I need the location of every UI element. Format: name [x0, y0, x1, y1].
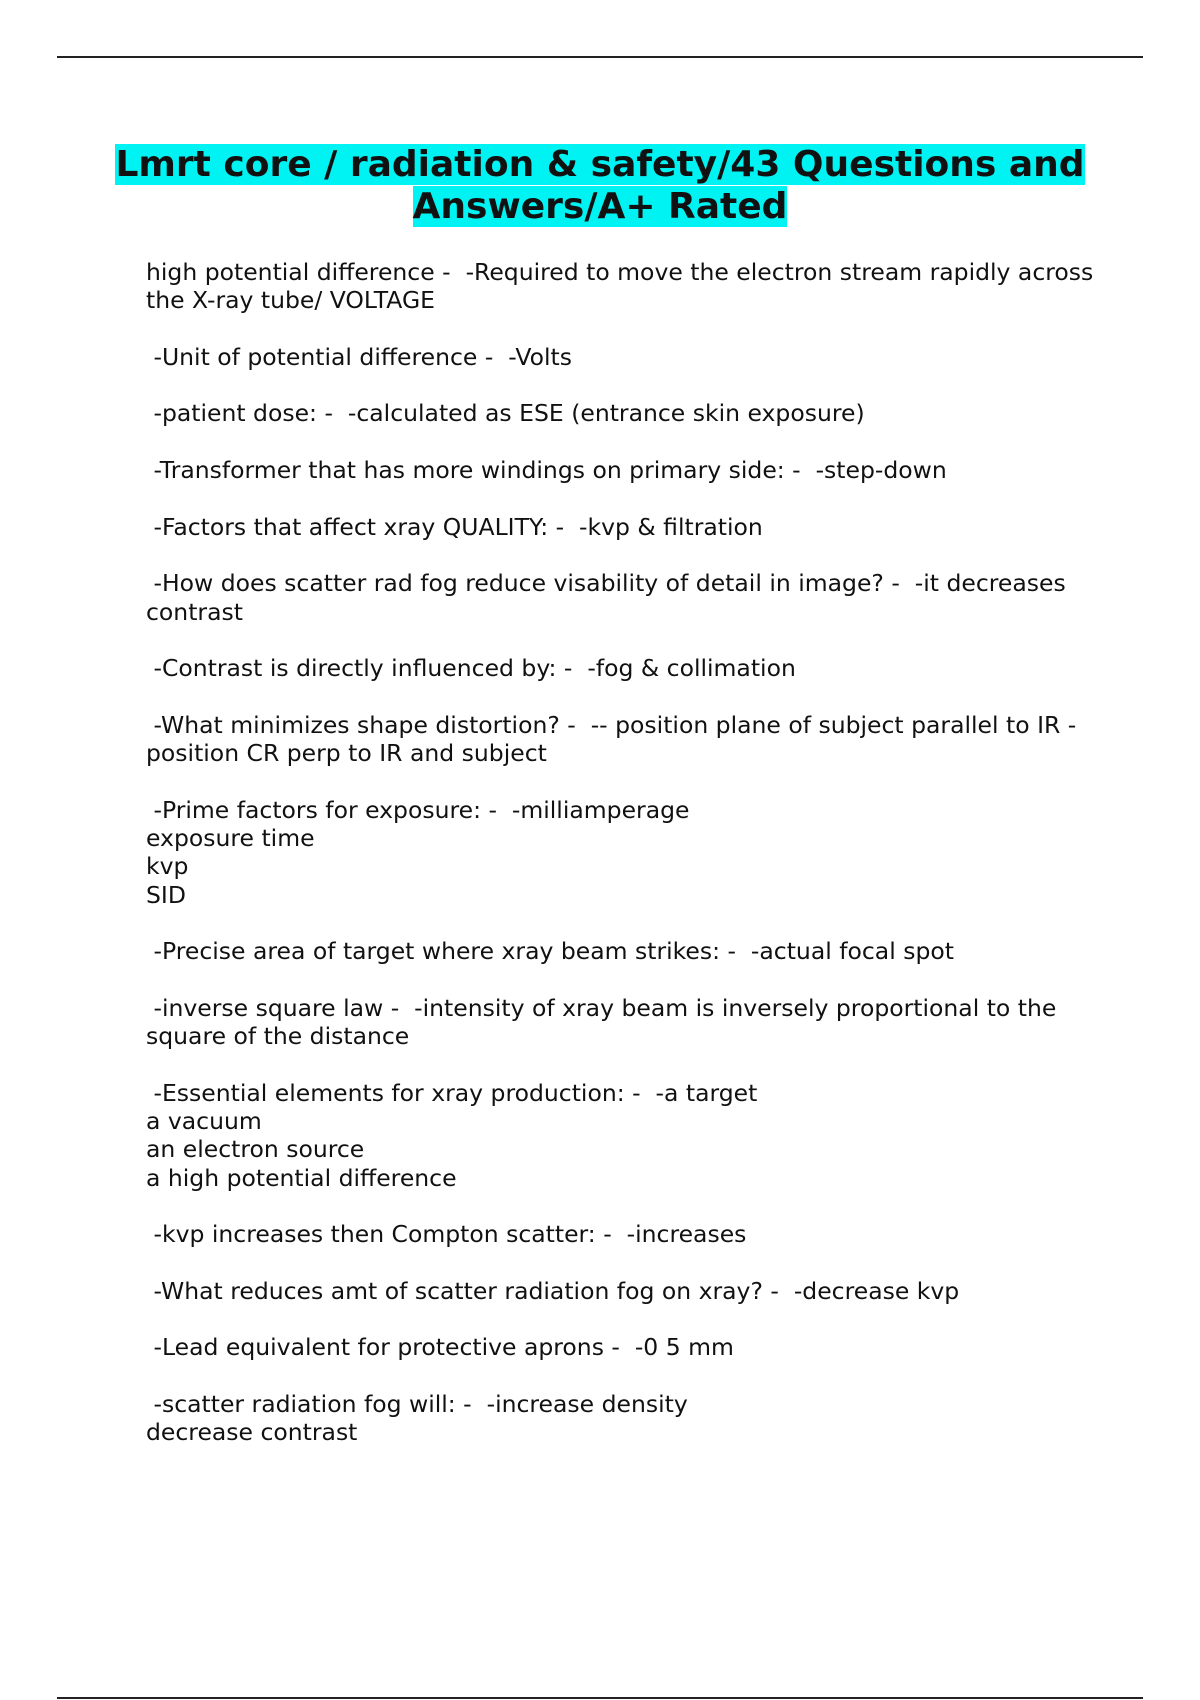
title-highlight: Lmrt core / radiation & safety/43 Questions and Answers/A+ Rated [115, 144, 1085, 227]
qa-item: -Factors that affect xray QUALITY: - -kvp & filtration [146, 512, 763, 541]
qa-list [146, 258, 1106, 1475]
qa-item: -scatter radiation fog will: - -increase density decrease contrast [146, 1389, 688, 1447]
qa-item: -Transformer that has more windings on primary side: - -step-down [146, 456, 947, 485]
qa-item: -What reduces amt of scatter radiation fog on xray? - -decrease kvp [146, 1276, 960, 1305]
document-title [100, 144, 1100, 228]
qa-item: -Lead equivalent for protective aprons - -0 5 mm [146, 1333, 734, 1362]
qa-item: -Prime factors for exposure: - -milliamperage exposure time kvp SID [146, 795, 690, 909]
qa-item: -How does scatter rad fog reduce visability of detail in image? - -it decreases contrast [146, 569, 1074, 626]
qa-item: -patient dose: - -calculated as ESE (entrance skin exposure) [146, 399, 865, 428]
top-divider [57, 56, 1143, 58]
bottom-divider [57, 1697, 1143, 1699]
qa-item: high potential difference - -Required to move the electron stream rapidly across the X-ray tube/ VOLTAGE [146, 258, 1101, 315]
qa-item: -What minimizes shape distortion? - -- position plane of subject parallel to IR - position CR perp to IR and subject [146, 710, 1084, 768]
qa-item: -Essential elements for xray production: - -a target a vacuum an electron source a high potential difference [146, 1078, 758, 1192]
qa-item: -kvp increases then Compton scatter: - -increases [146, 1220, 747, 1249]
qa-item: -Contrast is directly influenced by: - -fog & collimation [146, 654, 796, 683]
qa-item: -Precise area of target where xray beam strikes: - -actual focal spot [146, 937, 954, 966]
qa-item: -inverse square law - -intensity of xray beam is inversely proportional to the square of the distance [146, 993, 1064, 1051]
qa-item: -Unit of potential difference - -Volts [146, 342, 572, 371]
